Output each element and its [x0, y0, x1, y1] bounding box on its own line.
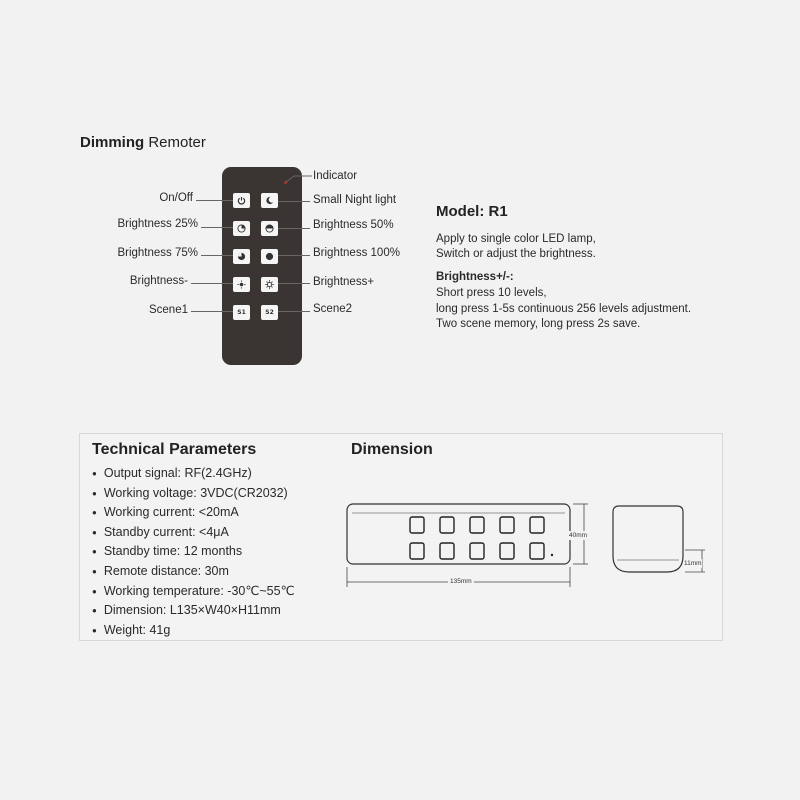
label-scene2: Scene2	[313, 303, 353, 315]
brightness-line3: Two scene memory, long press 2s save.	[436, 318, 641, 330]
leader-line	[278, 228, 310, 229]
tech-params-title: Technical Parameters	[92, 441, 257, 458]
height-label: 11mm	[684, 560, 702, 567]
scene1-button-label: S1	[237, 309, 246, 316]
param-dimension: ● Dimension: L135×W40×H11mm	[92, 601, 295, 621]
param-working-temperature: ● Working temperature: -30℃~55℃	[92, 582, 295, 602]
night-light-icon	[265, 196, 274, 205]
model-desc-line2: Switch or adjust the brightness.	[436, 248, 596, 260]
width-label: 40mm	[569, 532, 588, 539]
brightness-100-button	[261, 249, 278, 264]
param-standby-current: ● Standby current: <4μA	[92, 523, 295, 543]
label-brightness-100: Brightness 100%	[313, 247, 400, 259]
indicator-leader	[280, 170, 320, 190]
power-button	[233, 193, 250, 208]
scene2-button	[261, 305, 278, 320]
night-light-button	[261, 193, 278, 208]
param-working-voltage: ● Working voltage: 3VDC(CR2032)	[92, 484, 295, 504]
brightness-up-button	[261, 277, 278, 292]
page-title	[80, 134, 206, 151]
label-scene1: Scene1	[148, 304, 188, 316]
label-brightness-50: Brightness 50%	[313, 219, 394, 231]
leader-line	[201, 227, 233, 228]
param-output-signal: ● Output signal: RF(2.4GHz)	[92, 464, 295, 484]
leader-line	[278, 311, 310, 312]
model-title: Model: R1	[436, 203, 508, 220]
scene2-button-label: S2	[265, 309, 274, 316]
brightness-down-icon	[237, 280, 246, 289]
leader-line	[196, 200, 233, 201]
param-standby-time: ● Standby time: 12 months	[92, 542, 295, 562]
brightness-title: Brightness+/-:	[436, 271, 514, 283]
label-small-night-light: Small Night light	[313, 194, 397, 206]
leader-line	[278, 283, 310, 284]
half-circle-icon	[265, 224, 274, 233]
title-rest: Remoter	[144, 134, 206, 151]
param-weight: ● Weight: 41g	[92, 621, 295, 641]
label-brightness-minus: Brightness-	[129, 275, 188, 287]
leader-line	[278, 201, 310, 202]
brightness-line2: long press 1-5s continuous 256 levels adjustment.	[436, 303, 692, 315]
label-brightness-75: Brightness 75%	[117, 247, 198, 259]
scene1-button	[233, 305, 250, 320]
brightness-line1: Short press 10 levels,	[436, 287, 547, 299]
brightness-25-button	[233, 221, 250, 236]
label-brightness-25: Brightness 25%	[117, 218, 198, 230]
title-bold: Dimming	[80, 134, 145, 151]
leader-line	[201, 255, 233, 256]
model-desc-line1: Apply to single color LED lamp,	[436, 233, 596, 245]
label-brightness-plus: Brightness+	[313, 276, 375, 288]
param-remote-distance: ● Remote distance: 30m	[92, 562, 295, 582]
brightness-down-button	[233, 277, 250, 292]
power-icon	[237, 196, 246, 205]
label-indicator: Indicator	[313, 170, 358, 182]
three-quarter-circle-icon	[237, 252, 246, 261]
leader-line	[191, 311, 233, 312]
full-circle-icon	[265, 252, 274, 261]
param-working-current: ● Working current: <20mA	[92, 503, 295, 523]
tech-params-list	[92, 464, 295, 640]
leader-line	[278, 255, 310, 256]
length-label: 135mm	[450, 578, 472, 585]
brightness-up-icon	[265, 280, 274, 289]
brightness-75-button	[233, 249, 250, 264]
dimension-title: Dimension	[351, 441, 433, 458]
quarter-circle-icon	[237, 224, 246, 233]
label-on-off: On/Off	[159, 192, 193, 204]
dimension-side-view	[605, 500, 715, 580]
leader-line	[191, 283, 233, 284]
brightness-50-button	[261, 221, 278, 236]
